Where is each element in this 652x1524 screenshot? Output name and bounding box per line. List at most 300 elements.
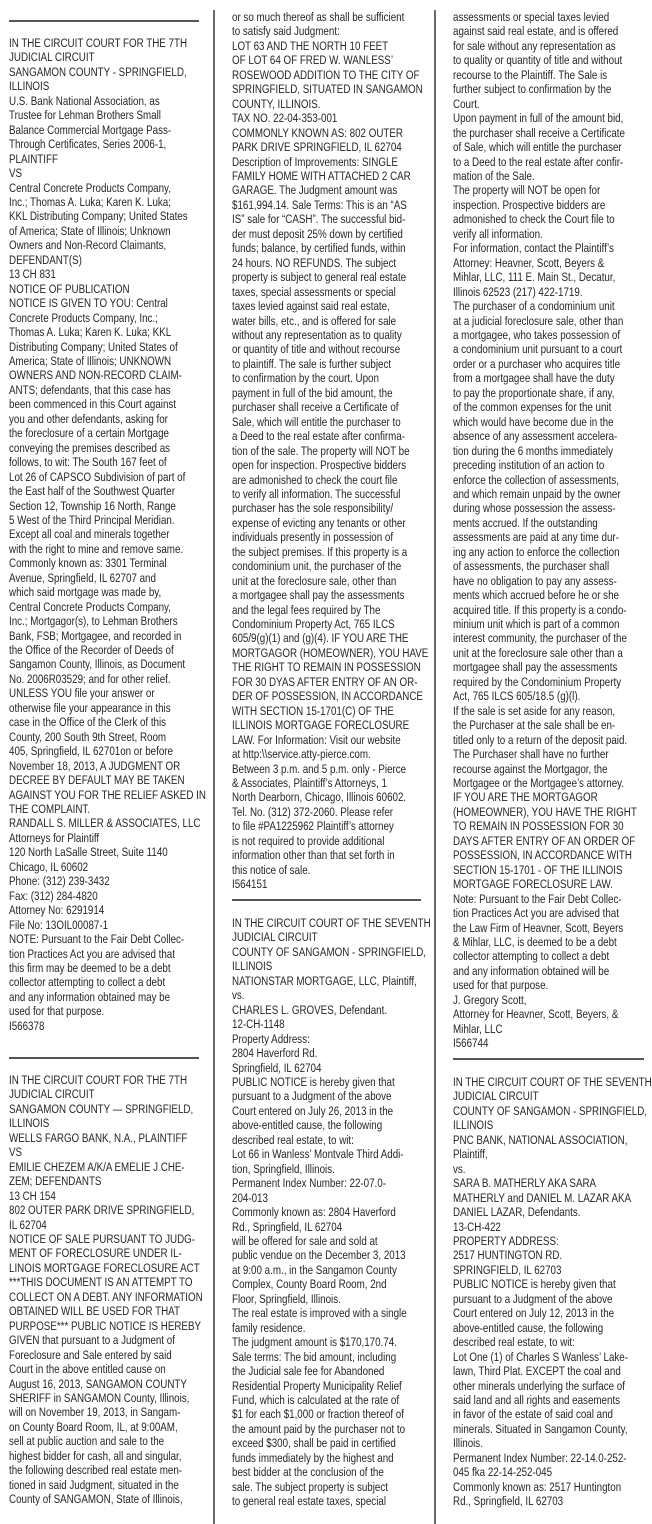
- notice-text-line: ing any action to enforce the collection: [453, 544, 620, 559]
- notice-text-line: SANGAMON COUNTY — SPRINGFIELD,: [9, 1101, 194, 1116]
- notice-text-line: to plaintiff. The sale is further subject: [232, 356, 392, 371]
- notice-text-line: PROPERTY ADDRESS:: [453, 1233, 559, 1248]
- notice-text-line: Central Concrete Products Company,: [9, 180, 171, 195]
- notice-text-line: GIVEN that pursuant to a Judgment of: [9, 1333, 175, 1348]
- notice-text-line: follows, to wit: The South 167 feet of: [9, 455, 167, 470]
- legal-notice: [453, 10, 652, 1051]
- notice-text-line: August 16, 2013, SANGAMON COUNTY: [9, 1376, 187, 1391]
- notice-text-line: tion Practices Act you are advised that: [9, 946, 175, 961]
- notice-text-line: Foreclosure and Sale entered by said: [9, 1347, 172, 1362]
- notice-text-line: of assessments, the purchaser shall: [453, 559, 610, 574]
- legal-notice: [232, 916, 484, 1509]
- notice-text-line: Inc.; Thomas A. Luka; Karen K. Luka;: [9, 194, 171, 209]
- notice-text-line: Fund, which is calculated at the rate of: [232, 1392, 400, 1407]
- notice-text-line: PUBLIC NOTICE is hereby given that: [453, 1277, 616, 1292]
- notice-text-line: interest community, the purchaser of the: [453, 631, 627, 646]
- notice-text-line: sell at public auction and sale to the: [9, 1434, 165, 1449]
- notice-text-line: of Sale, which will entitle the purchaser: [453, 140, 622, 155]
- notice-text-line: Trustee for Lehman Brothers Small: [9, 108, 161, 123]
- notice-text-line: public vendue on the December 3, 2013: [232, 1248, 406, 1263]
- notice-text-line: EMILIE CHEZEM A/K/A EMELIE J CHE-: [9, 1159, 185, 1174]
- notice-text-line: ILLINOIS: [9, 1116, 50, 1131]
- notice-text-line: For information, contact the Plaintiff’s: [453, 241, 614, 256]
- notice-text-line: the purchaser shall receive a Certificate: [453, 125, 625, 140]
- notice-text-line: TAX NO. 22-04-353-001: [232, 111, 338, 126]
- notice-text-line: assessments or special taxes levied: [453, 10, 610, 24]
- notice-text-line: which would have become due in the: [453, 414, 614, 429]
- notice-text-line: Phone: (312) 239-3432: [9, 874, 110, 889]
- notice-text-line: minerals. Situated in Sangamon County,: [453, 1421, 628, 1436]
- notice-text-line: other minerals underlying the surface of: [453, 1378, 625, 1393]
- notice-text-line: or quantity of title and without recourse: [232, 342, 401, 357]
- notice-text-line: to file #PA1225962 Plaintiff’s attorney: [232, 819, 394, 834]
- notice-text-line: COUNTY OF SANGAMON - SPRINGFIELD,: [453, 1103, 647, 1118]
- notice-text-line: Permanent Index Number: 22-07.0-: [232, 1176, 386, 1191]
- notice-text-line: Through Certificates, Series 2006-1,: [9, 137, 167, 152]
- notice-text-line: said land and all rights and easements: [453, 1392, 621, 1407]
- notice-text-line: property is subject to general real estate: [232, 270, 407, 285]
- notice-text-line: Lot One (1) of Charles S Wanless’ Lake-: [453, 1349, 629, 1364]
- notice-text-line: used for that purpose.: [9, 1004, 105, 1019]
- notice-text-line: COLLECT ON A DEBT. ANY INFORMATION: [9, 1289, 203, 1304]
- notice-text-line: required by the Condominium Property: [453, 674, 622, 689]
- notice-text-line: information other than that set forth in: [232, 848, 395, 863]
- notice-text-line: this firm may be deemed to be a debt: [9, 961, 171, 975]
- notice-text-line: THE COMPLAINT.: [9, 802, 91, 817]
- notice-text-line: 2517 HUNTINGTON RD.: [453, 1248, 563, 1263]
- notice-text-line: Bank, FSB; Mortgagee, and recorded in: [9, 628, 182, 643]
- notice-text-line: recourse to the Plaintiff. The Sale is: [453, 67, 608, 82]
- notice-text-line: COMMONLY KNOWN AS: 802 OUTER: [232, 125, 403, 140]
- notice-text-line: Permanent Index Number: 22-14.0-252-: [453, 1450, 627, 1465]
- notice-text-line: order or a purchaser who acquires title: [453, 356, 621, 371]
- notice-text-line: further subject to confirmation by the: [453, 82, 612, 97]
- notice-text-line: Mortgagee or the Mortgagee’s attorney.: [453, 776, 625, 791]
- notice-text-line: Court entered on July 26, 2013 in the: [232, 1103, 394, 1118]
- notice-text-line: Act, 765 ILCS 605/18.5 (g)(l).: [453, 689, 581, 704]
- notice-text-line: Springfield, IL 62704: [232, 1060, 322, 1075]
- notice-text-line: PUBLIC NOTICE is hereby given that: [232, 1074, 395, 1089]
- notice-text-line: best bidder at the conclusion of the: [232, 1465, 384, 1480]
- notice-text-line: acquired title. If this property is a condo-: [453, 602, 627, 617]
- notice-text-line: described real estate, to wit:: [232, 1132, 354, 1147]
- notice-text-line: NOTICE OF SALE PURSUANT TO JUDG-: [9, 1231, 196, 1246]
- notice-text-line: & Associates, Plaintiff’s Attorneys, 1: [232, 776, 387, 791]
- notice-text-line: MENT OF FORECLOSURE UNDER IL-: [9, 1246, 182, 1261]
- notice-text-line: Residential Property Municipality Relief: [232, 1378, 402, 1393]
- notice-text-line: Central Concrete Products Company,: [9, 599, 171, 614]
- notice-text-line: ILLINOIS: [453, 1118, 494, 1133]
- notice-text-line: Thomas A. Luka; Karen K. Luka; KKL: [9, 325, 172, 340]
- notice-text-line: & Mihlar, LLC, is deemed to be a debt: [453, 935, 617, 949]
- notice-text-line: LAW. For Information: Visit our website: [232, 732, 401, 747]
- notice-text-line: funds immediately by the highest and: [232, 1450, 394, 1465]
- notice-text-line: pursuant to a Judgment of the above: [453, 1291, 613, 1306]
- notice-text-line: at 9:00 a.m., in the Sangamon County: [232, 1262, 397, 1277]
- notice-text-line: unit at the foreclosure sale, other than: [232, 573, 397, 588]
- notice-text-line: PURPOSE*** PUBLIC NOTICE IS HEREBY: [9, 1318, 202, 1333]
- notice-text-line: tion during the 6 months immediately: [453, 443, 613, 458]
- notice-text-line: IS” sale for “CASH”. The successful bid-: [232, 212, 406, 227]
- notice-text-line: minium unit which is part of a common: [453, 617, 620, 632]
- notice-text-line: DECREE BY DEFAULT MAY BE TAKEN: [9, 773, 185, 788]
- notice-text-line: DAYS AFTER ENTRY OF AN ORDER OF: [453, 833, 636, 848]
- notice-text-line: NOTE: Pursuant to the Fair Debt Collec-: [9, 932, 185, 947]
- notice-text-line: 605/9(g)(1) and (g)(4). IF YOU ARE THE: [232, 631, 409, 646]
- notice-text-line: JUDICIAL CIRCUIT: [453, 1089, 539, 1104]
- notice-text-line: LINOIS MORTGAGE FORECLOSURE ACT: [9, 1260, 200, 1275]
- notice-text-line: IN THE CIRCUIT COURT OF THE SEVENTH: [453, 1075, 652, 1089]
- notice-text-line: The Purchaser shall have no further: [453, 747, 609, 762]
- notice-text-line: pursuant to a Judgment of the above: [232, 1089, 392, 1104]
- notice-text-line: NATIONSTAR MORTGAGE, LLC, Plaintiff,: [232, 973, 417, 988]
- notice-text-line: 12-CH-1148: [232, 1017, 285, 1032]
- notice-text-line: the foreclosure of a certain Mortgage: [9, 426, 169, 441]
- notice-text-line: 045 fka 22-14-252-045: [453, 1465, 553, 1480]
- notice-text-line: ments which accrued before he or she: [453, 588, 619, 603]
- notice-text-line: conveying the premises described as: [9, 440, 171, 455]
- notice-text-line: $161,994.14. Sale Terms: This is an “AS: [232, 197, 407, 212]
- notice-text-line: are admonished to check the court file: [232, 472, 398, 487]
- notice-text-line: above-entitled cause, the following: [453, 1320, 604, 1335]
- notice-text-line: a Deed to the real estate after confirma-: [232, 429, 406, 444]
- notice-text-line: payment in full of the bid amount, the: [232, 385, 393, 400]
- notice-text-line: tion, Springfield, Illinois.: [232, 1161, 335, 1176]
- legal-notice: [232, 10, 481, 892]
- notice-text-line: County, 200 South 9th Street, Room: [9, 729, 167, 744]
- notice-text-line: VS: [9, 1145, 23, 1160]
- notice-text-line: and any information obtained will be: [453, 963, 610, 978]
- notice-text-line: FOR 30 DYAS AFTER ENTRY OF AN OR-: [232, 674, 418, 689]
- notice-text-line: The property will NOT be open for: [453, 183, 601, 198]
- notice-text-line: described real estate, to wit:: [453, 1335, 575, 1350]
- notice-text-line: KKL Distributing Company; United States: [9, 209, 188, 224]
- notice-text-line: Sale terms: The bid amount, including: [232, 1349, 397, 1364]
- notice-text-line: IF YOU ARE THE MORTGAGOR: [453, 790, 598, 805]
- notice-text-line: Lot 26 of CAPSCO Subdivision of part of: [9, 469, 186, 484]
- notice-text-line: and any information obtained may be: [9, 989, 171, 1004]
- notice-text-line: OF LOT 64 OF FRED W. WANLESS’: [232, 53, 393, 68]
- notice-text-line: Balance Commercial Mortgage Pass-: [9, 122, 172, 137]
- notice-text-line: the Office of the Recorder of Deeds of: [9, 643, 174, 658]
- notice-text-line: case in the Office of the Clerk of this: [9, 715, 167, 730]
- notice-text-line: Distributing Company; United States of: [9, 339, 178, 354]
- legal-notice: [9, 1073, 254, 1507]
- notice-text-line: during whose possession the assess-: [453, 501, 616, 516]
- notice-text-line: Sangamon County, Illinois, as Document: [9, 657, 186, 672]
- notice-text-line: ***THIS DOCUMENT IS AN ATTEMPT TO: [9, 1275, 193, 1290]
- notice-text-line: on County Board Room, IL, at 9:00AM,: [9, 1419, 178, 1434]
- notice-text-line: Lot 66 in Wanless’ Montvale Third Addi-: [232, 1147, 404, 1162]
- notice-text-line: SARA B. MATHERLY AKA SARA: [453, 1176, 597, 1191]
- notice-text-line: If the sale is set aside for any reason,: [453, 703, 616, 718]
- notice-text-line: against said real estate, and is offered: [453, 24, 619, 39]
- notice-text-line: condominium unit, the purchaser of the: [232, 559, 402, 574]
- notice-text-line: No. 2006R03529; and for other relief.: [9, 671, 171, 686]
- notice-text-line: Between 3 p.m. and 5 p.m. only - Pierce: [232, 761, 407, 776]
- notice-text-line: to confirmation by the court. Upon: [232, 371, 379, 386]
- notice-text-line: individuals presently in possession of: [232, 530, 394, 545]
- notice-text-line: COUNTY OF SANGAMON - SPRINGFIELD,: [232, 944, 426, 959]
- notice-text-line: highest bidder for cash, all and singular,: [9, 1448, 182, 1463]
- notice-text-line: titled only to a return of the deposit paid.: [453, 732, 628, 747]
- notice-text-line: WELLS FARGO BANK, N.A., PLAINTIFF: [9, 1130, 188, 1145]
- notice-text-line: the East half of the Southwest Quarter: [9, 484, 175, 499]
- notice-text-line: the Judicial sale fee for Abandoned: [232, 1364, 385, 1379]
- notice-text-line: taxes, special assessments or special: [232, 284, 396, 299]
- notice-text-line: LOT 63 AND THE NORTH 10 FEET: [232, 38, 389, 53]
- notice-text-line: a condominium unit pursuant to a court: [453, 342, 623, 357]
- notice-text-line: DEFENDANT(S): [9, 252, 82, 267]
- notice-text-line: lawn, Third Plat. EXCEPT the coal and: [453, 1364, 621, 1379]
- notice-text-line: U.S. Bank National Association, as: [9, 93, 160, 108]
- notice-text-line: a mortgagee shall pay the assessments: [232, 588, 405, 603]
- notice-text-line: mortgagee shall pay the assessments: [453, 660, 618, 675]
- notice-text-line: water bills, etc., and is offered for sale: [232, 313, 397, 328]
- notice-text-line: Mihlar, LLC, 111 E. Main St., Decatur,: [453, 270, 616, 285]
- notice-text-line: Sale, which will entitle the purchaser to: [232, 414, 401, 429]
- notice-text-line: to a Deed to the real estate after confir-: [453, 154, 624, 169]
- notice-text-line: 802 OUTER PARK DRIVE SPRINGFIELD,: [9, 1203, 195, 1218]
- notice-text-line: MORTGAGE FORECLOSURE LAW.: [453, 877, 613, 892]
- notice-text-line: DER OF POSSESSION, IN ACCORDANCE: [232, 689, 423, 704]
- notice-text-line: UNLESS YOU file your answer or: [9, 686, 155, 701]
- notice-text-line: without any representation as to quality: [232, 327, 402, 342]
- notice-text-line: Description of Improvements: SINGLE: [232, 154, 398, 169]
- notice-text-line: $1 for each $1,000 or fraction thereof of: [232, 1407, 404, 1422]
- notice-text-line: expense of evicting any tenants or other: [232, 515, 406, 530]
- notice-text-line: this notice of sale.: [232, 862, 311, 877]
- notice-text-line: JUDICIAL CIRCUIT: [232, 930, 318, 945]
- notice-text-line: assessments are paid at any time dur-: [453, 530, 619, 545]
- notice-separator-rule: [9, 1057, 199, 1059]
- notice-separator-rule: [9, 20, 199, 22]
- notice-text-line: I564151: [232, 877, 268, 892]
- notice-text-line: County of SANGAMON, State of Illinois,: [9, 1492, 183, 1507]
- notice-text-line: the amount paid by the purchaser not to: [232, 1421, 406, 1436]
- notice-text-line: collector attempting to collect a debt: [453, 949, 610, 964]
- notice-text-line: tioned in said Judgment, situated in the: [9, 1477, 179, 1492]
- notice-text-line: SPRINGFIELD, SITUATED IN SANGAMON: [232, 82, 423, 97]
- notice-text-line: to satisfy said Judgment:: [232, 24, 340, 39]
- notice-text-line: Commonly known as: 2517 Huntington: [453, 1479, 622, 1494]
- notice-text-line: JUDICIAL CIRCUIT: [9, 1087, 95, 1102]
- notice-text-line: ILLINOIS: [232, 959, 273, 974]
- notice-text-line: of America; State of Illinois; Unknown: [9, 223, 171, 238]
- notice-text-line: to quality or quantity of title and without: [453, 53, 623, 68]
- notice-text-line: Owners and Non-Record Claimants,: [9, 238, 167, 253]
- notice-text-line: otherwise file your appearance in this: [9, 700, 171, 715]
- notice-text-line: the subject premises. If this property is a: [232, 544, 408, 559]
- notice-text-line: verify all information.: [453, 226, 543, 241]
- notice-text-line: America; State of Illinois; UNKNOWN: [9, 353, 172, 368]
- notice-text-line: will be offered for sale and sold at: [232, 1233, 378, 1248]
- notice-text-line: recourse against the Mortgagor, the: [453, 761, 608, 776]
- notice-text-line: Court.: [453, 96, 480, 111]
- notice-text-line: mation of the Sale.: [453, 168, 535, 183]
- notice-text-line: family residence.: [232, 1320, 306, 1335]
- notice-text-line: AGAINST YOU FOR THE RELIEF ASKED IN: [9, 787, 206, 802]
- notice-text-line: have no obligation to pay any assess-: [453, 573, 617, 588]
- notice-text-line: Note: Pursuant to the Fair Debt Collec-: [453, 891, 622, 906]
- notice-text-line: sale. The subject property is subject: [232, 1479, 388, 1494]
- notice-text-line: ILLINOIS: [9, 79, 50, 94]
- notice-text-line: admonished to check the Court file to: [453, 212, 615, 227]
- notice-text-line: and which remain unpaid by the owner: [453, 486, 621, 501]
- notice-text-line: to pay the proportionate share, if any,: [453, 385, 615, 400]
- notice-text-line: exceed $300, shall be paid in certified: [232, 1436, 396, 1451]
- notice-text-line: VS: [9, 166, 23, 181]
- notice-text-line: in favor of the estate of said coal and: [453, 1407, 613, 1422]
- notice-text-line: 13 CH 154: [9, 1188, 56, 1203]
- notice-text-line: Fax: (312) 284-4820: [9, 888, 98, 903]
- notice-text-line: WITH SECTION 15-1701(C) OF THE: [232, 703, 394, 718]
- notice-text-line: you and other defendants, asking for: [9, 411, 168, 426]
- notice-text-line: CHARLES L. GROVES, Defendant.: [232, 1002, 388, 1017]
- notice-text-line: vs.: [232, 988, 245, 1003]
- notice-text-line: Attorneys for Plaintiff: [9, 830, 100, 845]
- notice-text-line: NOTICE OF PUBLICATION: [9, 281, 130, 296]
- notice-text-line: at http:\\service.atty-pierce.com.: [232, 747, 371, 762]
- notice-text-line: GARAGE. The Judgment amount was: [232, 183, 398, 198]
- notice-text-line: 405, Springfield, IL 62701on or before: [9, 744, 173, 759]
- notice-text-line: DANIEL LAZAR, Defendants.: [453, 1205, 581, 1220]
- notice-text-line: SANGAMON COUNTY - SPRINGFIELD,: [9, 64, 187, 79]
- notice-text-line: The real estate is improved with a single: [232, 1306, 407, 1321]
- notice-text-line: 13-CH-422: [453, 1219, 501, 1234]
- notice-text-line: Inc.; Mortgagor(s), to Lehman Brothers: [9, 614, 178, 629]
- notice-text-line: TO REMAIN IN POSSESSION FOR 30: [453, 819, 624, 834]
- notice-text-line: Upon payment in full of the amount bid,: [453, 111, 624, 126]
- notice-text-line: the Law Firm of Heavner, Scott, Beyers: [453, 920, 624, 935]
- notice-text-line: Condominium Property Act, 765 ILCS: [232, 617, 395, 632]
- notice-text-line: used for that purpose.: [453, 978, 549, 993]
- notice-text-line: FAMILY HOME WITH ATTACHED 2 CAR: [232, 168, 411, 183]
- notice-text-line: open for inspection. Prospective bidders: [232, 458, 407, 473]
- notice-text-line: 204-013: [232, 1190, 268, 1205]
- notice-text-line: Commonly known as: 3301 Terminal: [9, 556, 167, 571]
- notice-text-line: JUDICIAL CIRCUIT: [9, 50, 95, 65]
- notice-text-line: ROSEWOOD ADDITION TO THE CITY OF: [232, 67, 420, 82]
- notice-text-line: IN THE CIRCUIT COURT FOR THE 7TH: [9, 1073, 188, 1087]
- notice-text-line: Rd., Springfield, IL 62704: [232, 1219, 343, 1234]
- notice-text-line: of the common expenses for the unit: [453, 400, 612, 415]
- notice-text-line: Concrete Products Company, Inc.;: [9, 310, 158, 325]
- notice-text-line: IN THE CIRCUIT COURT OF THE SEVENTH: [232, 916, 431, 930]
- notice-text-line: The purchaser of a condominium unit: [453, 299, 615, 314]
- notice-text-line: Commonly known as: 2804 Haverford: [232, 1205, 396, 1220]
- notice-text-line: J. Gregory Scott,: [453, 992, 527, 1007]
- notice-text-line: Attorney No: 6291914: [9, 903, 105, 918]
- notice-separator-rule: [232, 899, 421, 901]
- notice-text-line: NOTICE IS GIVEN TO YOU: Central: [9, 296, 168, 311]
- notice-text-line: der must deposit 25% down by certified: [232, 226, 403, 241]
- notice-text-line: the following described real estate men-: [9, 1463, 183, 1478]
- notice-text-line: Attorney: Heavner, Scott, Beyers &: [453, 255, 605, 270]
- notice-text-line: PNC BANK, NATIONAL ASSOCIATION,: [453, 1132, 628, 1147]
- notice-text-line: North Dearborn, Chicago, Illinois 60602.: [232, 790, 407, 805]
- notice-text-line: I566378: [9, 1018, 45, 1033]
- notice-text-line: Attorney for Heavner, Scott, Beyers, &: [453, 1007, 619, 1022]
- notice-text-line: for sale without any representation as: [453, 38, 616, 53]
- notice-text-line: absence of any assessment accelera-: [453, 429, 618, 444]
- notice-text-line: ZEM; DEFENDANTS: [9, 1174, 102, 1189]
- notice-text-line: (HOMEOWNER), YOU HAVE THE RIGHT: [453, 804, 637, 819]
- notice-text-line: above-entitled cause, the following: [232, 1118, 383, 1133]
- notice-text-line: MORTGAGOR (HOMEOWNER), YOU HAVE: [232, 645, 429, 660]
- notice-text-line: vs.: [453, 1161, 466, 1176]
- notice-text-line: preceding institution of an action to: [453, 458, 605, 473]
- notice-text-line: PARK DRIVE SPRINGFIELD, IL 62704: [232, 140, 402, 155]
- notice-text-line: 2804 Haverford Rd.: [232, 1046, 318, 1061]
- notice-text-line: OWNERS AND NON-RECORD CLAIM-: [9, 368, 182, 383]
- notice-text-line: ANTS; defendants, that this case has: [9, 382, 171, 397]
- notice-text-line: 24 hours. NO REFUNDS. The subject: [232, 255, 397, 270]
- notice-text-line: Section 12, Township 16 North, Range: [9, 498, 176, 513]
- notice-text-line: or so much thereof as shall be sufficient: [232, 10, 405, 24]
- notice-text-line: Court in the above entitled cause on: [9, 1362, 166, 1377]
- notice-text-line: Avenue, Springfield, IL 62707 and: [9, 570, 156, 585]
- notice-text-line: Plaintiff,: [453, 1147, 488, 1162]
- notice-text-line: collector attempting to collect a debt: [9, 975, 166, 990]
- notice-text-line: will on November 19, 2013, in Sangam-: [9, 1405, 181, 1420]
- notice-text-line: Rd., Springfield, IL 62703: [453, 1494, 564, 1509]
- legal-notice: [453, 1075, 652, 1509]
- notice-text-line: at a judicial foreclosure sale, other than: [453, 313, 624, 328]
- notice-text-line: POSSESSION, IN ACCORDANCE WITH: [453, 848, 632, 863]
- notice-text-line: unit at the foreclosure sale other than a: [453, 645, 623, 660]
- notice-text-line: funds; balance, by certified funds, within: [232, 241, 406, 256]
- notice-text-line: which said mortgage was made by,: [9, 585, 162, 600]
- notice-text-line: taxes levied against said real estate,: [232, 299, 390, 314]
- notice-text-line: Mihlar, LLC: [453, 1021, 503, 1036]
- notice-text-line: COUNTY, ILLINOIS.: [232, 96, 321, 111]
- notice-text-line: a mortgagee, who takes possession of: [453, 327, 621, 342]
- notice-text-line: purchaser shall receive a Certificate of: [232, 400, 399, 415]
- notice-text-line: Property Address:: [232, 1031, 310, 1046]
- notice-text-line: Chicago, IL 60602: [9, 859, 89, 874]
- notice-text-line: PLAINTIFF: [9, 151, 58, 166]
- notice-text-line: 120 North LaSalle Street, Suite 1140: [9, 845, 168, 860]
- notice-text-line: IN THE CIRCUIT COURT FOR THE 7TH: [9, 36, 188, 50]
- notice-text-line: SHERIFF in SANGAMON County, Illinois,: [9, 1390, 190, 1405]
- notice-text-line: Tel. No. (312) 372-2060. Please refer: [232, 804, 394, 819]
- notice-text-line: SPRINGFIELD, IL 62703: [453, 1262, 562, 1277]
- notice-text-line: November 18, 2013, A JUDGMENT OR: [9, 758, 181, 773]
- notice-text-line: to verify all information. The successful: [232, 486, 401, 501]
- notice-text-line: OBTAINED WILL BE USED FOR THAT: [9, 1304, 180, 1319]
- notice-text-line: from a mortgagee shall have the duty: [453, 371, 615, 386]
- notice-text-line: RANDALL S. MILLER & ASSOCIATES, LLC: [9, 816, 201, 831]
- notice-text-line: ments accrued. If the outstanding: [453, 515, 598, 530]
- notice-text-line: Except all coal and minerals together: [9, 527, 170, 542]
- notice-text-line: with the right to mine and remove same.: [9, 541, 184, 556]
- notice-text-line: File No: 13OIL00087-1: [9, 917, 109, 932]
- notice-text-line: THE RIGHT TO REMAIN IN POSSESSION: [232, 660, 421, 675]
- notice-text-line: IL 62704: [9, 1217, 47, 1232]
- notice-text-line: Court entered on July 12, 2013 in the: [453, 1306, 615, 1321]
- notice-text-line: the Purchaser at the sale shall be en-: [453, 718, 616, 733]
- notice-text-line: MATHERLY and DANIEL M. LAZAR AKA: [453, 1190, 632, 1205]
- notice-text-line: tion Practices Act you are advised that: [453, 906, 619, 921]
- notice-text-line: Illinois 62523 (217) 422-1719.: [453, 284, 583, 299]
- notice-text-line: Illinois.: [453, 1436, 483, 1451]
- notice-text-line: The judgment amount is $170,170.74.: [232, 1335, 397, 1350]
- notice-text-line: enforce the collection of assessments,: [453, 472, 619, 487]
- notice-text-line: purchaser has the sole responsibility/: [232, 501, 394, 516]
- notice-text-line: ILLINOIS MORTGAGE FORECLOSURE: [232, 718, 410, 733]
- notice-text-line: I566744: [453, 1036, 489, 1051]
